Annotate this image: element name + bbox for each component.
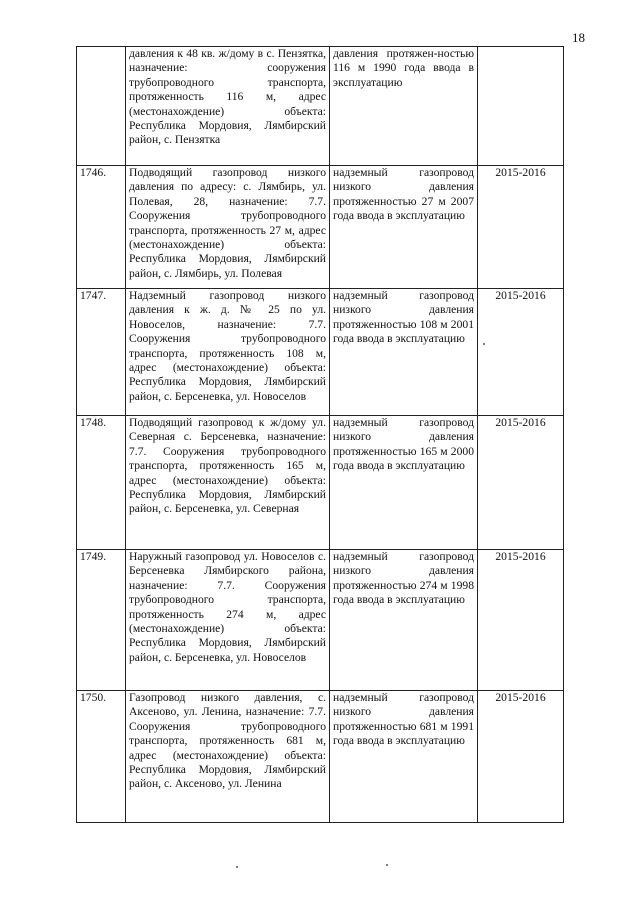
table-row	[77, 550, 564, 691]
row-number-cell: 1748.	[77, 416, 126, 550]
row-number-cell: 1749.	[77, 550, 126, 691]
table-row	[77, 416, 564, 550]
table-row	[77, 47, 564, 166]
object-description-cell: Надземный газопровод низкого давления к ж. д. № 25 по ул. Новоселов, назначение: 7.7. Сооружения трубопроводного транспорта, протяженность 108 м, адрес (местонахождение) объекта: Республика Мордовия, Лямбирский район, с. Берсеневка, ул. Новоселов	[126, 289, 330, 416]
object-description-cell: Подводящий газопровод к ж/дому ул. Северная с. Берсеневка, назначение: 7.7. Сооружения трубопроводного транспорта, протяженность 165 м, адрес (местонахождение) объекта: Республика Мордовия, Лямбирский район, с. Берсеневка, ул. Северная	[126, 416, 330, 550]
object-characteristics-cell: надземный газопровод низкого давления протяженностью 274 м 1998 года ввода в эксплуатацию	[330, 550, 478, 691]
period-cell	[478, 47, 564, 166]
scan-speck	[483, 343, 485, 345]
period-cell: 2015-2016	[478, 416, 564, 550]
scan-speck	[386, 864, 388, 866]
period-cell: 2015-2016	[478, 691, 564, 823]
period-cell: 2015-2016	[478, 550, 564, 691]
object-description-cell: Подводящий газопровод низкого давления по адресу: с. Лямбирь, ул. Полевая, 28, назначение: 7.7. Сооружения трубопроводного транспорта, протяженность 27 м, адрес (местонахождение) объекта: Республика Мордовия, Лямбирский район, с. Лямбирь, ул. Полевая	[126, 166, 330, 289]
row-number-cell: 1747.	[77, 289, 126, 416]
scan-speck	[236, 866, 238, 868]
object-characteristics-cell: надземный газопровод низкого давления протяженностью 108 м 2001 года ввода в эксплуатацию	[330, 289, 478, 416]
object-description-cell: Газопровод низкого давления, с. Аксеново, ул. Ленина, назначение: 7.7. Сооружения трубопроводного транспорта, протяженность 681 м, адрес (местонахождение) объекта: Республика Мордовия, Лямбирский район, с. Аксеново, ул. Ленина	[126, 691, 330, 823]
period-cell: 2015-2016	[478, 289, 564, 416]
period-cell: 2015-2016	[478, 166, 564, 289]
object-characteristics-cell: надземный газопровод низкого давления протяженностью 27 м 2007 года ввода в эксплуатацию	[330, 166, 478, 289]
property-table	[76, 46, 564, 823]
row-number-cell: 1750.	[77, 691, 126, 823]
object-characteristics-cell: давления протяжен-ностью 116 м 1990 года ввода в эксплуатацию	[330, 47, 478, 166]
object-description-cell: Наружный газопровод ул. Новоселов с. Берсеневка Лямбирского района, назначение: 7.7. Сооружения трубопроводного транспорта, протяженность 274 м, адрес (местонахождение) объекта: Республика Мордовия, Лямбирский район, с. Берсеневка, ул. Новоселов	[126, 550, 330, 691]
row-number-cell	[77, 47, 126, 166]
table-row	[77, 166, 564, 289]
table-row	[77, 289, 564, 416]
table-row	[77, 691, 564, 823]
object-characteristics-cell: надземный газопровод низкого давления протяженностью 681 м 1991 года ввода в эксплуатацию	[330, 691, 478, 823]
page-number: 18	[572, 30, 585, 45]
object-description-cell: давления к 48 кв. ж/дому в с. Пензятка, назначение: сооружения трубопроводного транспорта, протяженность 116 м, адрес (местонахождение) объекта: Республика Мордовия, Лямбирский район, с. Пензятка	[126, 47, 330, 166]
object-characteristics-cell: надземный газопровод низкого давления протяженностью 165 м 2000 года ввода в эксплуатацию	[330, 416, 478, 550]
row-number-cell: 1746.	[77, 166, 126, 289]
